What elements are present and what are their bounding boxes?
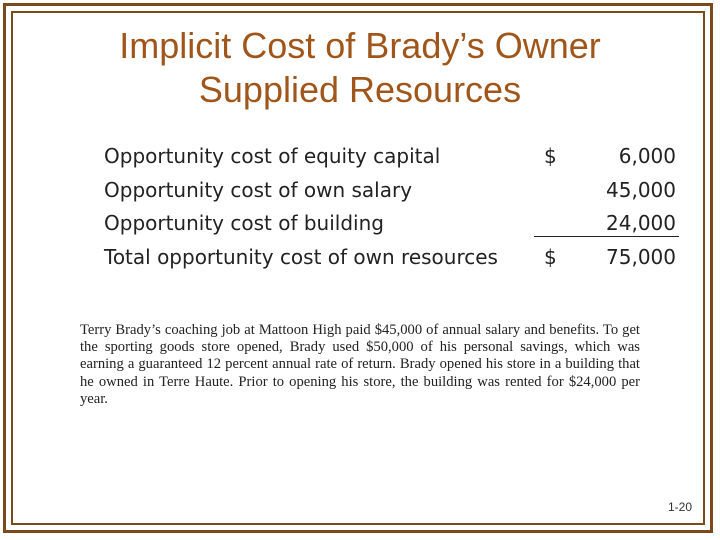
table-row: [104, 140, 684, 174]
case-description-paragraph: Terry Brady’s coaching job at Mattoon High paid $45,000 of annual salary and benefits. To get the sporting goods store opened, Brady used $50,000 of his personal savings, which was earning a guaranteed 12 percent annual rate of return. Brady opened his store in a building that he owned in Terre Haute. Prior to opening his store, the building was rented for $24,000 per year.: [80, 322, 640, 407]
row-label: Opportunity cost of equity capital: [104, 144, 441, 168]
page-number: 1-20: [667, 500, 692, 514]
row-amount: 75,000: [606, 244, 676, 269]
row-currency: $: [544, 144, 557, 168]
slide-title-line-1: Implicit Cost of Brady’s Owner: [119, 25, 601, 66]
row-label: Opportunity cost of building: [104, 211, 384, 235]
slide-title-line-2: Supplied Resources: [198, 69, 522, 110]
total-underline-rule: [534, 236, 679, 237]
opportunity-cost-table: [104, 140, 684, 274]
table-row-total: [104, 241, 684, 275]
row-amount: 45,000: [606, 177, 676, 202]
row-currency: $: [544, 244, 557, 269]
row-amount: 24,000: [606, 211, 676, 235]
row-label: Opportunity cost of own salary: [104, 177, 413, 202]
row-amount: 6,000: [618, 144, 676, 168]
row-label: Total opportunity cost of own resources: [104, 244, 498, 269]
slide-title: [40, 24, 680, 112]
table-row: [104, 174, 684, 208]
